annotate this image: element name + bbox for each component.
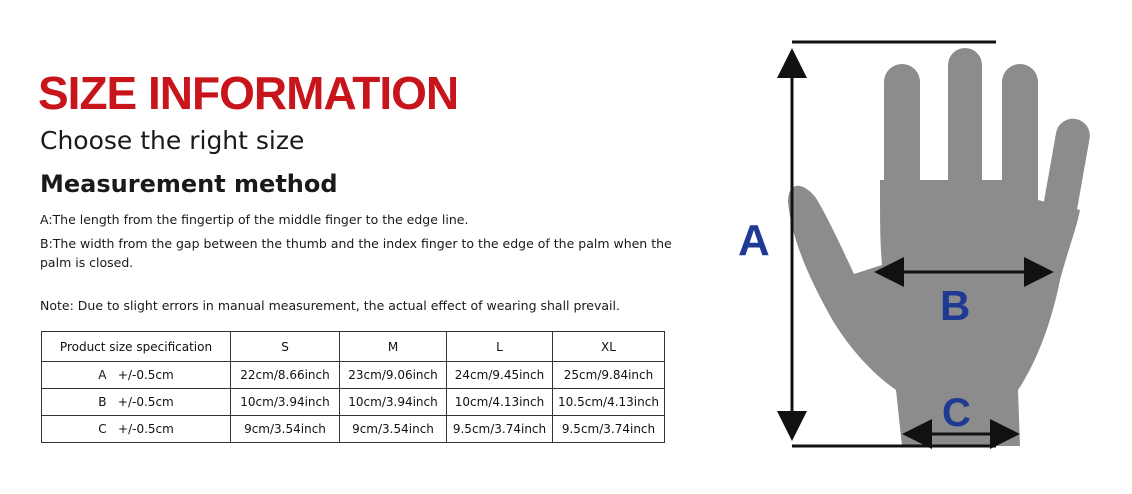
table-row (42, 389, 665, 416)
table-cell: 23cm/9.06inch (340, 362, 447, 389)
label-b: B (940, 282, 971, 329)
table-header-row (42, 332, 665, 362)
table-cell: 10.5cm/4.13inch (553, 389, 665, 416)
table-cell: 25cm/9.84inch (553, 362, 665, 389)
page-title: SIZE INFORMATION (38, 67, 459, 119)
table-header-l: L (447, 332, 553, 362)
hand-measurement-diagram (730, 30, 1110, 460)
note-text: Note: Due to slight errors in manual measurement, the actual effect of wearing shall prevail. (40, 298, 620, 313)
row-label: B +/-0.5cm (42, 389, 231, 416)
label-c: C (942, 391, 971, 435)
table-cell: 10cm/3.94inch (340, 389, 447, 416)
row-label: A +/-0.5cm (42, 362, 231, 389)
table-cell: 10cm/3.94inch (231, 389, 340, 416)
description-a: A:The length from the fingertip of the middle finger to the edge line. (40, 212, 469, 227)
page-subtitle: Choose the right size (40, 126, 305, 155)
row-label: C +/-0.5cm (42, 416, 231, 443)
method-heading: Measurement method (40, 170, 338, 198)
size-table (41, 331, 665, 443)
table-cell: 9cm/3.54inch (340, 416, 447, 443)
table-cell: 22cm/8.66inch (231, 362, 340, 389)
hand-illustration (788, 48, 1093, 446)
label-a: A (738, 216, 770, 265)
description-b: B:The width from the gap between the thumb and the index finger to the edge of the palm when the palm is closed. (40, 236, 672, 270)
table-header-m: M (340, 332, 447, 362)
table-header-xl: XL (553, 332, 665, 362)
table-cell: 9.5cm/3.74inch (553, 416, 665, 443)
table-header-spec: Product size specification (42, 332, 231, 362)
table-cell: 9.5cm/3.74inch (447, 416, 553, 443)
table-header-s: S (231, 332, 340, 362)
table-row (42, 416, 665, 443)
table-cell: 10cm/4.13inch (447, 389, 553, 416)
table-cell: 24cm/9.45inch (447, 362, 553, 389)
table-cell: 9cm/3.54inch (231, 416, 340, 443)
table-row (42, 362, 665, 389)
